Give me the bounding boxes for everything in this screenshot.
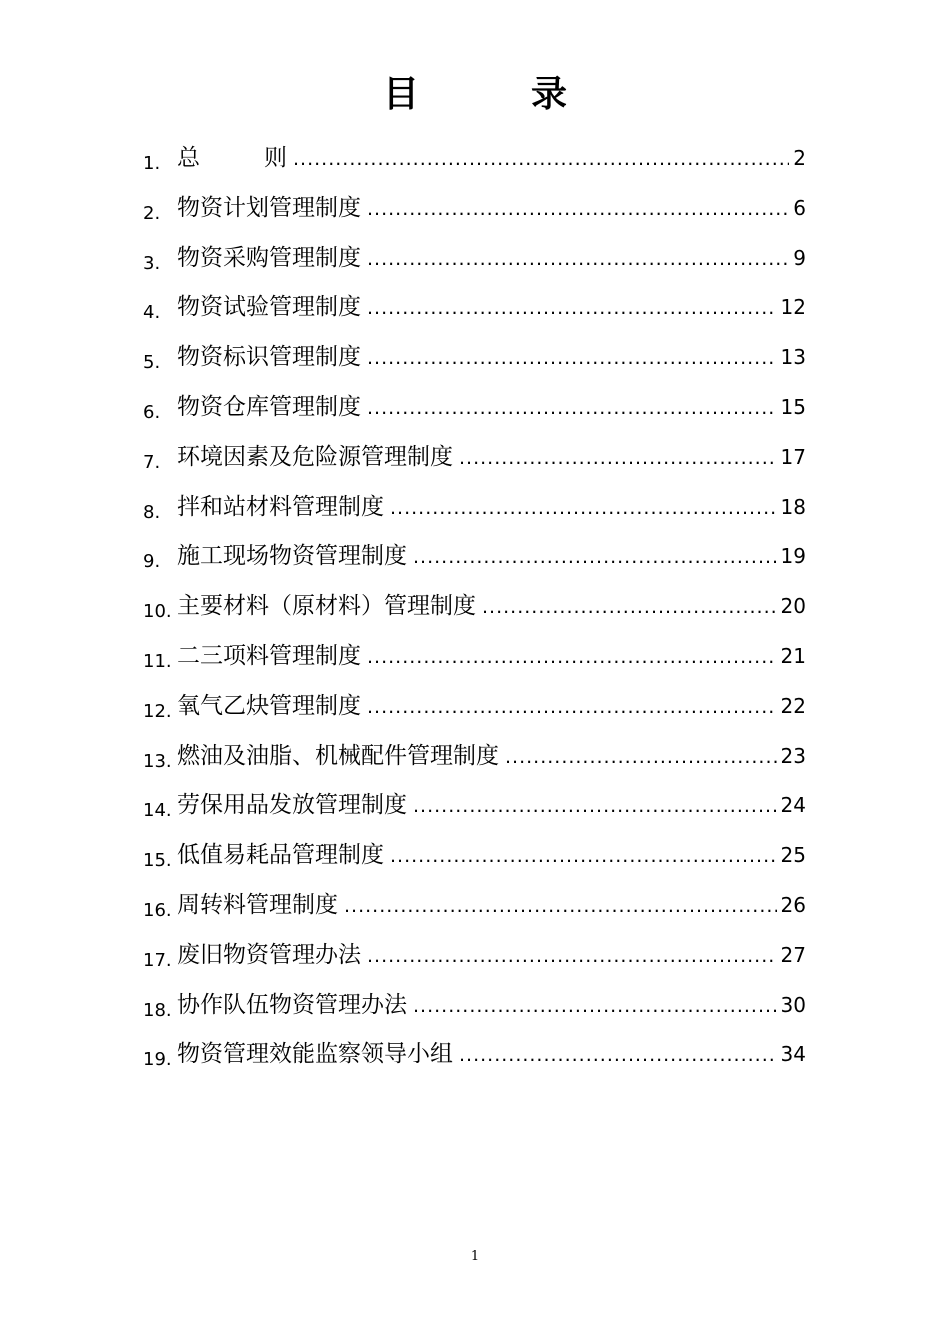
toc-entry-label: 物资标识管理制度: [177, 344, 361, 371]
toc-dot-leader: [459, 434, 777, 484]
toc-entry[interactable]: [143, 134, 806, 184]
toc-dot-leader: [413, 982, 777, 1032]
toc-dot-leader: [344, 882, 777, 932]
toc-dot-leader: [367, 683, 777, 733]
toc-entry[interactable]: [143, 283, 806, 333]
toc-entry[interactable]: [143, 931, 806, 981]
toc-entry-label: 环境因素及危险源管理制度: [177, 443, 453, 470]
toc-entry[interactable]: [143, 532, 806, 582]
toc-entry-label: 物资计划管理制度: [177, 194, 361, 221]
toc-entry-label: 施工现场物资管理制度: [177, 543, 407, 570]
toc-dot-leader: [413, 533, 777, 583]
toc-entry-page: 20: [780, 594, 806, 619]
footer-page-number: 1: [470, 1249, 480, 1264]
toc-dot-leader: [367, 284, 777, 334]
toc-entry[interactable]: [143, 781, 806, 831]
toc-entry-number: 15.: [143, 850, 172, 872]
toc-entry-page: 6: [793, 195, 806, 220]
toc-dot-leader: [482, 583, 777, 633]
toc-entry-page: 18: [780, 494, 806, 519]
toc-entry[interactable]: [143, 433, 806, 483]
toc-entry[interactable]: [143, 732, 806, 782]
toc-entry-page: 12: [780, 295, 806, 320]
toc-entry[interactable]: [143, 184, 806, 234]
toc-entry-page: 22: [780, 693, 806, 718]
toc-dot-leader: [367, 235, 789, 285]
toc-entry-label: 总则: [177, 145, 351, 171]
toc-entry-page: 25: [780, 843, 806, 868]
toc-entry-number: 19.: [143, 1049, 172, 1071]
toc-entry-number: 9.: [143, 551, 161, 573]
toc-entry-page: 9: [793, 245, 806, 270]
toc-entry-number: 7.: [143, 451, 161, 473]
toc-dot-leader: [367, 633, 777, 683]
toc-entry[interactable]: [143, 632, 806, 682]
toc-dot-leader: [367, 932, 777, 982]
toc-dot-leader: [390, 832, 777, 882]
toc-entry-page: 30: [780, 992, 806, 1017]
toc-entry[interactable]: [143, 682, 806, 732]
toc-entry[interactable]: [143, 582, 806, 632]
toc-dot-leader: [459, 1031, 777, 1081]
toc-entry-page: 23: [780, 743, 806, 768]
toc-entry-label: 燃油及油脂、机械配件管理制度: [177, 742, 499, 769]
toc-entry-number: 17.: [143, 949, 172, 971]
toc-entry-label: 周转料管理制度: [177, 891, 338, 918]
toc-entry-number: 8.: [143, 501, 161, 523]
toc-entry-page: 26: [780, 892, 806, 917]
toc-entry[interactable]: [143, 981, 806, 1031]
toc-entry-number: 18.: [143, 999, 172, 1021]
toc-entry-label: 低值易耗品管理制度: [177, 842, 384, 869]
toc-entry[interactable]: [143, 333, 806, 383]
toc-entry-page: 21: [780, 643, 806, 668]
toc-entry-number: 10.: [143, 601, 172, 623]
toc-entry-label: 物资采购管理制度: [177, 244, 361, 271]
toc-entry-number: 4.: [143, 302, 161, 324]
toc-entry-page: 15: [780, 394, 806, 419]
toc-entry-page: 34: [780, 1042, 806, 1067]
toc-entry-label: 拌和站材料管理制度: [177, 493, 384, 520]
toc-dot-leader: [367, 384, 777, 434]
toc-entry-number: 6.: [143, 401, 161, 423]
toc-entry-label: 二三项料管理制度: [177, 642, 361, 669]
toc-entry-number: 1.: [143, 153, 161, 174]
toc-entry[interactable]: [143, 1030, 806, 1080]
toc-entry-page: 17: [780, 444, 806, 469]
toc-entry-number: 14.: [143, 800, 172, 822]
toc-entry-label: 物资仓库管理制度: [177, 393, 361, 420]
toc-entry[interactable]: [143, 234, 806, 284]
toc-entry[interactable]: [143, 383, 806, 433]
toc-dot-leader: [505, 733, 777, 783]
toc-entry-page: 2: [793, 146, 806, 170]
toc-entry-page: 19: [780, 544, 806, 569]
toc-entry-number: 5.: [143, 352, 161, 374]
toc-entry-page: 24: [780, 793, 806, 818]
toc-dot-leader: [390, 484, 777, 534]
toc-entry-number: 12.: [143, 700, 172, 722]
toc-entry-page: 27: [780, 942, 806, 967]
toc-dot-leader: [293, 135, 789, 185]
toc-entry-number: 3.: [143, 252, 161, 274]
toc-entry[interactable]: [143, 831, 806, 881]
toc-dot-leader: [367, 185, 789, 235]
toc-entry-label: 劳保用品发放管理制度: [177, 792, 407, 819]
toc-entry-label: 氧气乙炔管理制度: [177, 692, 361, 719]
toc-entry-label: 物资管理效能监察领导小组: [177, 1041, 453, 1068]
page-title: 目录: [382, 74, 679, 115]
toc-entry-number: 16.: [143, 899, 172, 921]
toc-dot-leader: [413, 782, 777, 832]
toc-entry-label: 主要材料（原材料）管理制度: [177, 593, 476, 620]
toc-entry-number: 13.: [143, 750, 172, 772]
toc-entry-label: 废旧物资管理办法: [177, 941, 361, 968]
toc-entry-label: 协作队伍物资管理办法: [177, 991, 407, 1018]
toc-entry[interactable]: [143, 881, 806, 931]
table-of-contents: [143, 134, 806, 1080]
toc-entry[interactable]: [143, 483, 806, 533]
toc-entry-number: 11.: [143, 650, 172, 672]
toc-entry-page: 13: [780, 345, 806, 370]
toc-dot-leader: [367, 334, 777, 384]
toc-entry-number: 2.: [143, 202, 161, 224]
toc-entry-label: 物资试验管理制度: [177, 294, 361, 321]
